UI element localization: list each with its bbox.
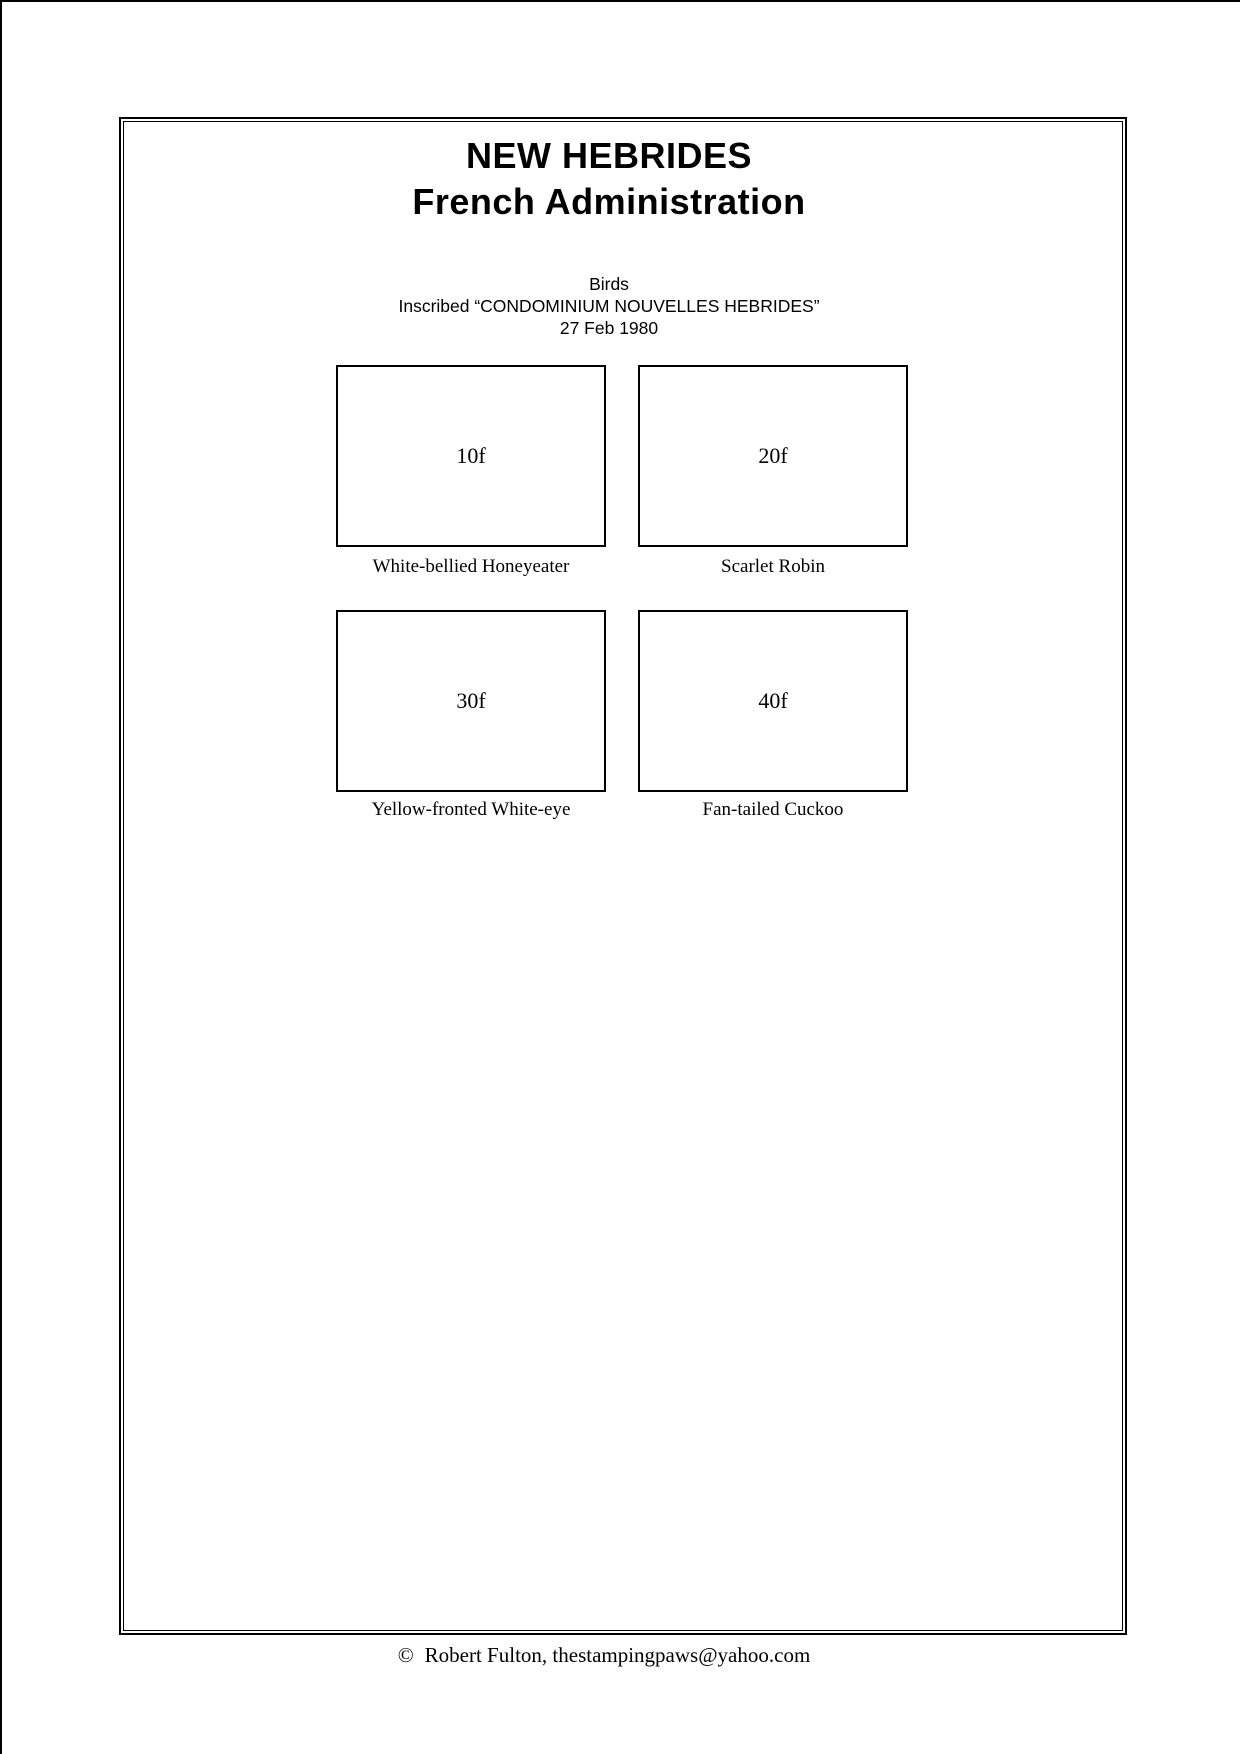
page-border-frame-inner	[123, 121, 1123, 1631]
series-topic: Birds	[589, 274, 629, 294]
stamp-box-30f	[336, 610, 606, 792]
stamp-caption-fan-tailed-cuckoo: Fan-tailed Cuckoo	[702, 799, 844, 820]
stamp-box-40f	[638, 610, 908, 792]
copyright-footer	[2, 1643, 1206, 1668]
series-info-block	[105, 273, 1113, 339]
page-border-frame	[119, 117, 1127, 1635]
stamp-denomination: 40f	[758, 688, 788, 713]
series-issue-date: 27 Feb 1980	[559, 318, 659, 338]
stamp-caption-honeyeater: White-bellied Honeyeater	[372, 556, 570, 577]
stamp-caption-scarlet-robin: Scarlet Robin	[721, 556, 825, 577]
country-title: NEW HEBRIDES	[465, 135, 753, 176]
stamp-denomination: 30f	[456, 688, 486, 713]
stamp-denomination: 10f	[456, 443, 486, 468]
series-inscription: Inscribed “CONDOMINIUM NOUVELLES HEBRIDES”	[398, 296, 820, 316]
stamp-caption-white-eye: Yellow-fronted White-eye	[371, 799, 571, 820]
stamp-box-20f	[638, 365, 908, 547]
stamp-box-10f	[336, 365, 606, 547]
page-title-block	[105, 133, 1113, 225]
copyright-symbol: ©	[397, 1643, 414, 1667]
administration-title: French Administration	[412, 181, 806, 222]
stamp-denomination: 20f	[758, 443, 788, 468]
copyright-credit: Robert Fulton, thestampingpaws@yahoo.com	[424, 1643, 811, 1667]
